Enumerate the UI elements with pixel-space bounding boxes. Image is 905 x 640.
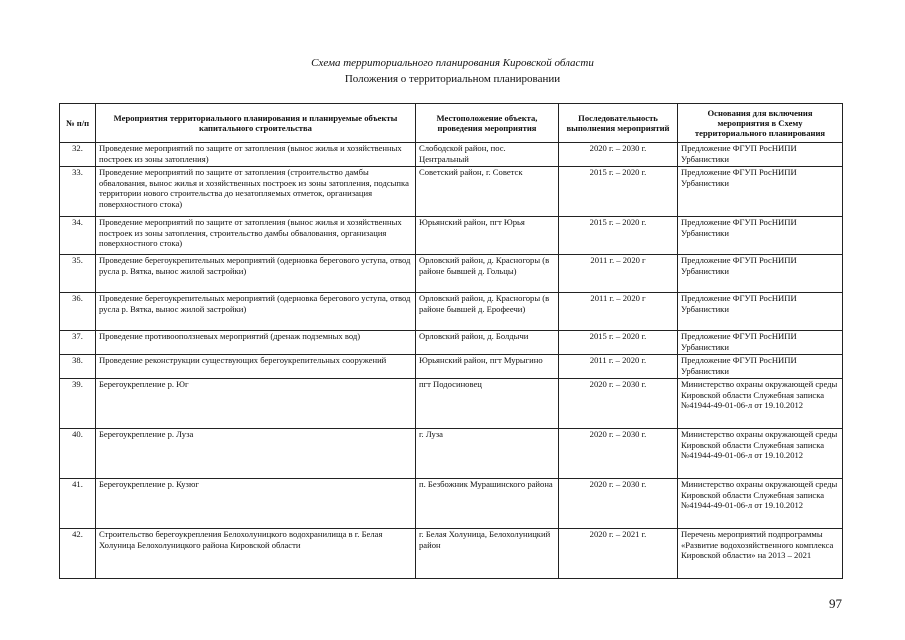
table-row <box>60 355 843 379</box>
row-number: 33. <box>60 167 96 217</box>
measures-table <box>59 103 843 579</box>
row-location: Юрьянский район, пгт Юрья <box>416 217 559 255</box>
row-location: Юрьянский район, пгт Мурыгино <box>416 355 559 379</box>
row-measure: Берегоукрепление р. Луза <box>96 429 416 479</box>
row-basis: Предложение ФГУП РосНИПИ Урбанистики <box>678 355 843 379</box>
table-row <box>60 479 843 529</box>
row-location: Слободской район, пос. Центральный <box>416 143 559 167</box>
row-basis: Министерство охраны окружающей среды Кировской области Служебная записка №41944-49-01-06-л от 19.10.2012 <box>678 479 843 529</box>
row-basis: Министерство охраны окружающей среды Кировской области Служебная записка №41944-49-01-06-л от 19.10.2012 <box>678 379 843 429</box>
row-period: 2011 г. – 2020 г <box>559 255 678 293</box>
row-location: п. Безбожник Мурашинского района <box>416 479 559 529</box>
row-location: Советский район, г. Советск <box>416 167 559 217</box>
row-measure: Проведение берегоукрепительных мероприятий (одерновка берегового уступа, отвод русла р. Вятка, вынос жилой застройки) <box>96 255 416 293</box>
row-period: 2020 г. – 2030 г. <box>559 429 678 479</box>
table-row <box>60 255 843 293</box>
row-basis: Предложение ФГУП РосНИПИ Урбанистики <box>678 255 843 293</box>
row-period: 2015 г. – 2020 г. <box>559 331 678 355</box>
row-measure: Строительство берегоукрепления Белохолуницкого водохранилища в г. Белая Холуница Белохолуницкого района Кировской области <box>96 529 416 579</box>
table-row <box>60 143 843 167</box>
row-measure: Проведение берегоукрепительных мероприятий (одерновка берегового уступа, отвод русла р. Вятка, вынос жилой застройки) <box>96 293 416 331</box>
col-header-location: Местоположение объекта, проведения мероприятия <box>416 104 559 143</box>
row-location: г. Луза <box>416 429 559 479</box>
row-period: 2011 г. – 2020 г. <box>559 355 678 379</box>
document-subtitle: Положения о территориальном планировании <box>344 73 561 85</box>
row-number: 32. <box>60 143 96 167</box>
row-basis: Предложение ФГУП РосНИПИ Урбанистики <box>678 331 843 355</box>
page-number: 97 <box>829 596 842 611</box>
row-period: 2015 г. – 2020 г. <box>559 217 678 255</box>
row-basis: Предложение ФГУП РосНИПИ Урбанистики <box>678 167 843 217</box>
row-location: Орловский район, д. Красногоры (в районе бывшей д. Гольцы) <box>416 255 559 293</box>
row-measure: Берегоукрепление р. Кузюг <box>96 479 416 529</box>
row-number: 34. <box>60 217 96 255</box>
row-location: пгт Подосиновец <box>416 379 559 429</box>
row-basis: Предложение ФГУП РосНИПИ Урбанистики <box>678 143 843 167</box>
document-title: Схема территориального планирования Кировской области <box>311 57 594 69</box>
row-basis: Предложение ФГУП РосНИПИ Урбанистики <box>678 217 843 255</box>
row-measure: Проведение мероприятий по защите от затопления (вынос жилья и хозяйственных построек из зоны затопления) <box>96 143 416 167</box>
table-row <box>60 429 843 479</box>
table-row <box>60 529 843 579</box>
row-period: 2020 г. – 2030 г. <box>559 143 678 167</box>
row-period: 2020 г. – 2030 г. <box>559 379 678 429</box>
row-measure: Проведение реконструкции существующих берегоукрепительных сооружений <box>96 355 416 379</box>
row-measure: Проведение мероприятий по защите от затопления (строительство дамбы обвалования, вынос жилья и хозяйственных построек из зоны затопления, подсыпка территории нового строительства до незатопляемых отметок, организация поверхностного стока) <box>96 167 416 217</box>
col-header-measure: Мероприятия территориального планирования и планируемые объекты капитального строительства <box>96 104 416 143</box>
row-number: 36. <box>60 293 96 331</box>
row-number: 40. <box>60 429 96 479</box>
table-row <box>60 217 843 255</box>
table-row <box>60 331 843 355</box>
table-row <box>60 379 843 429</box>
table-row <box>60 293 843 331</box>
table-header-row <box>60 104 843 143</box>
row-measure: Проведение противооползневых мероприятий (дренаж подземных вод) <box>96 331 416 355</box>
col-header-basis: Основания для включения мероприятия в Схему территориального планирования <box>678 104 843 143</box>
row-period: 2015 г. – 2020 г. <box>559 167 678 217</box>
row-basis: Перечень мероприятий подпрограммы «Развитие водохозяйственного комплекса Кировской области» на 2013 – 2021 <box>678 529 843 579</box>
row-location: Орловский район, д. Красногоры (в районе бывшей д. Ерофеечи) <box>416 293 559 331</box>
row-period: 2020 г. – 2021 г. <box>559 529 678 579</box>
row-period: 2011 г. – 2020 г <box>559 293 678 331</box>
row-location: Орловский район, д. Болдычи <box>416 331 559 355</box>
row-basis: Министерство охраны окружающей среды Кировской области Служебная записка №41944-49-01-06-л от 19.10.2012 <box>678 429 843 479</box>
row-number: 41. <box>60 479 96 529</box>
row-number: 37. <box>60 331 96 355</box>
row-measure: Проведение мероприятий по защите от затопления (вынос жилья и хозяйственных построек из зоны затопления, строительство дамбы обвалования, организация поверхностного стока) <box>96 217 416 255</box>
row-basis: Предложение ФГУП РосНИПИ Урбанистики <box>678 293 843 331</box>
row-number: 42. <box>60 529 96 579</box>
row-period: 2020 г. – 2030 г. <box>559 479 678 529</box>
row-number: 38. <box>60 355 96 379</box>
row-number: 35. <box>60 255 96 293</box>
col-header-period: Последовательность выполнения мероприятий <box>559 104 678 143</box>
col-header-number: № п/п <box>60 104 96 143</box>
row-measure: Берегоукрепление р. Юг <box>96 379 416 429</box>
row-location: г. Белая Холуница, Белохолуницкий район <box>416 529 559 579</box>
table-row <box>60 167 843 217</box>
row-number: 39. <box>60 379 96 429</box>
